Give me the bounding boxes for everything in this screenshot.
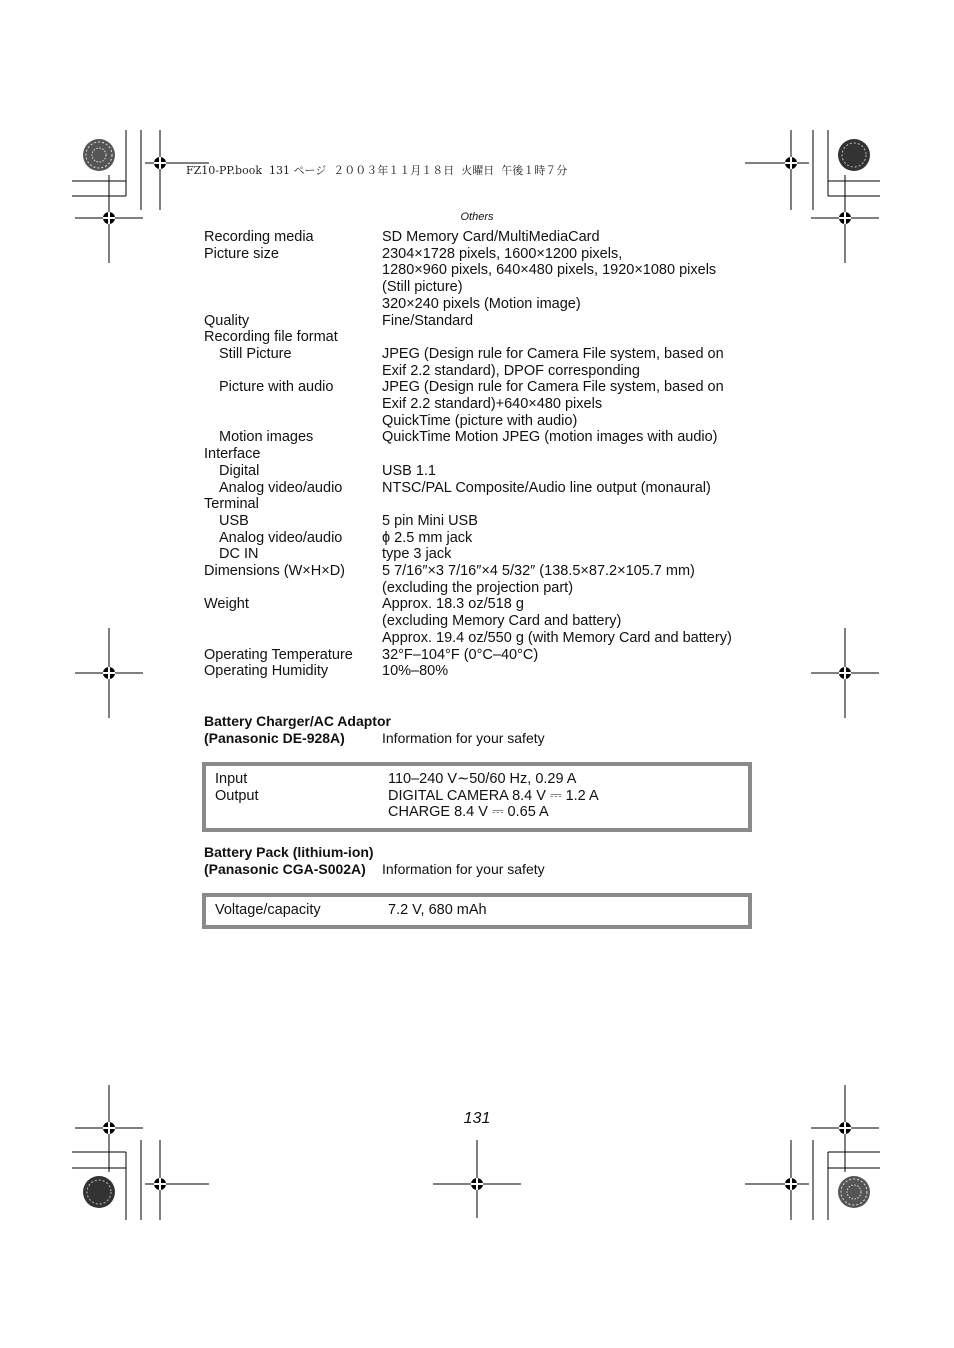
battery-spec-rows	[215, 902, 487, 919]
spec-value-line: ϕ 2.5 mm jack	[382, 529, 473, 546]
spec-value-line: SD Memory Card/MultiMediaCard	[382, 229, 600, 245]
spec-row	[204, 379, 764, 429]
spec-value-line: Exif 2.2 standard), DPOF corresponding	[382, 362, 640, 379]
spec-label: Motion images	[219, 429, 314, 446]
spec-label: Quality	[204, 312, 250, 329]
spec-row	[204, 429, 764, 446]
battery-title: Battery Pack (lithium-ion)	[204, 844, 374, 860]
spec-label: Input	[215, 771, 248, 787]
spec-value	[382, 463, 764, 480]
spec-value-line: USB 1.1	[382, 462, 436, 479]
spec-row	[204, 346, 764, 379]
spec-value-line: DIGITAL CAMERA 8.4 V ⎓ 1.2 A	[388, 787, 599, 804]
spec-label: Still Picture	[219, 345, 292, 362]
section-label: Others	[460, 211, 494, 223]
print-imprint: FZ10-PP.book 131 ページ ２００３年１１月１８日 火曜日 午後１時７分	[186, 164, 568, 177]
spec-label: Operating Humidity	[204, 663, 329, 680]
spec-label: USB	[219, 512, 249, 529]
spec-value-line: 32°F–104°F (0°C–40°C)	[382, 646, 539, 663]
spec-value	[382, 246, 764, 313]
charger-heading	[204, 713, 545, 746]
spec-value	[382, 346, 764, 379]
charger-spec-box	[202, 762, 752, 832]
spec-label: Weight	[204, 596, 249, 613]
spec-value-line: JPEG (Design rule for Camera File system, based on	[382, 345, 724, 362]
spec-value-line: 10%–80%	[382, 663, 449, 680]
spec-label: Operating Temperature	[204, 646, 353, 663]
spec-label: Digital	[219, 462, 260, 479]
spec-row	[215, 788, 599, 821]
spec-value	[382, 530, 764, 547]
spec-value-line: 5 pin Mini USB	[382, 512, 478, 529]
spec-value	[382, 229, 764, 246]
battery-heading	[204, 844, 545, 877]
spec-label: Analog video/audio	[219, 529, 343, 546]
spec-value-line: JPEG (Design rule for Camera File system, based on	[382, 379, 724, 396]
charger-spec-rows	[215, 771, 599, 821]
spec-value	[382, 563, 764, 596]
spec-row	[204, 246, 764, 313]
spec-value-line: Fine/Standard	[382, 312, 474, 329]
page-number: 131	[463, 1110, 491, 1127]
battery-spec-box	[202, 893, 752, 929]
charger-note: Information for your safety	[382, 729, 545, 746]
spec-value-line: 2304×1728 pixels, 1600×1200 pixels,	[382, 245, 623, 262]
spec-label: Picture size	[204, 245, 279, 262]
spec-value-line: QuickTime Motion JPEG (motion images with audio)	[382, 429, 718, 446]
spec-value	[382, 496, 764, 513]
spec-value-line: (Still picture)	[382, 279, 463, 296]
spec-value-line: CHARGE 8.4 V ⎓ 0.65 A	[388, 804, 549, 821]
spec-value	[382, 596, 764, 646]
spec-value-line: 5 7/16″×3 7/16″×4 5/32″ (138.5×87.2×105.7 mm)	[382, 563, 695, 580]
spec-value	[382, 329, 764, 346]
spec-value	[388, 771, 599, 788]
spec-value-line: 7.2 V, 680 mAh	[388, 902, 487, 918]
spec-label: Dimensions (W×H×D)	[204, 563, 345, 580]
spec-label: Output	[215, 787, 259, 804]
spec-label: Terminal	[204, 496, 259, 513]
spec-label: Recording media	[204, 229, 314, 245]
spec-value	[382, 663, 764, 680]
spec-label: Recording file format	[204, 329, 338, 346]
spec-row	[215, 902, 487, 919]
spec-value-line: NTSC/PAL Composite/Audio line output (monaural)	[382, 479, 711, 496]
spec-value	[382, 513, 764, 530]
spec-list	[204, 229, 764, 680]
spec-label: Analog video/audio	[219, 479, 343, 496]
charger-model: (Panasonic DE-928A)	[204, 729, 345, 746]
spec-row	[204, 496, 764, 513]
spec-label: Picture with audio	[219, 379, 334, 396]
spec-value	[382, 480, 764, 497]
spec-row	[204, 663, 764, 680]
spec-row	[204, 513, 764, 530]
spec-label: Interface	[204, 446, 261, 463]
spec-row	[204, 229, 764, 246]
spec-row	[215, 771, 599, 788]
spec-value	[388, 902, 487, 919]
charger-title: Battery Charger/AC Adaptor	[204, 713, 391, 729]
spec-row	[204, 596, 764, 646]
spec-value-line: (excluding Memory Card and battery)	[382, 613, 622, 630]
spec-row	[204, 446, 764, 463]
spec-row	[204, 563, 764, 596]
spec-value	[382, 546, 764, 563]
spec-value	[382, 446, 764, 463]
spec-row	[204, 329, 764, 346]
spec-row	[204, 546, 764, 563]
spec-label: Voltage/capacity	[215, 902, 321, 918]
battery-note: Information for your safety	[382, 860, 545, 877]
spec-row	[204, 480, 764, 497]
spec-value	[382, 313, 764, 330]
spec-value-line: 1280×960 pixels, 640×480 pixels, 1920×1080 pixels	[382, 262, 717, 279]
spec-value	[382, 647, 764, 664]
spec-label: DC IN	[219, 546, 259, 563]
spec-row	[204, 463, 764, 480]
spec-value	[382, 429, 764, 446]
spec-value-line: QuickTime (picture with audio)	[382, 412, 578, 429]
spec-value-line: Exif 2.2 standard)+640×480 pixels	[382, 396, 603, 413]
spec-value-line: (excluding the projection part)	[382, 579, 574, 596]
spec-row	[204, 313, 764, 330]
spec-value	[382, 379, 764, 429]
spec-value-line: Approx. 18.3 oz/518 g	[382, 596, 524, 613]
spec-value-line: Approx. 19.4 oz/550 g (with Memory Card and battery)	[382, 629, 732, 646]
spec-row	[204, 647, 764, 664]
spec-value-line: 320×240 pixels (Motion image)	[382, 295, 581, 312]
spec-value-line: 110–240 V∼50/60 Hz, 0.29 A	[388, 771, 577, 787]
spec-value	[388, 788, 599, 821]
battery-model: (Panasonic CGA-S002A)	[204, 860, 366, 877]
spec-row	[204, 530, 764, 547]
spec-value-line: type 3 jack	[382, 546, 452, 563]
